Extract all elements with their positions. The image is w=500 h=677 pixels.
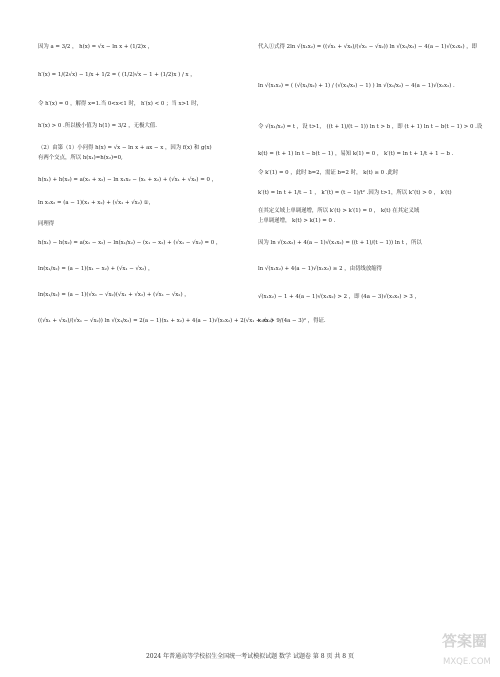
right-line: ln √(x₁x₂) = ( (√(x₁/x₂) + 1) / (√(x₁/x₂) − 1) ) ln √(x₁/x₂) − 4(a − 1)√(x₁x₂) . [258,83,455,89]
left-line: （2）由第（1）小问得 h(x) = √x − ln x + ax − x ，因为 f(x) 和 g(x) [38,145,212,151]
right-line: 在其定义域上单调递增，所以 k′(t) > k′(1) = 0 ， k(t) 在其定义域 [258,208,420,214]
left-line: h(x₁) − h(x₂) = a(x₁ − x₂) − ln(x₁/x₂) − (x₁ − x₂) + (√x₁ − √x₂) = 0 ， [38,240,222,246]
right-line: ln √(x₁x₂) + 4(a − 1)√(x₁x₂) ≥ 2 ，由切线放缩得 [258,266,382,272]
watermark-title: 答案圈 [442,632,488,650]
right-line: 因为 ln √(x₁x₂) + 4(a − 1)√(x₁x₂) = ((t + 1)/(t − 1)) ln t ，所以 [258,240,422,246]
left-line: h(x₁) + h(x₂) = a(x₁ + x₂) − ln x₁x₂ − (x₁ + x₂) + (√x₁ + √x₂) = 0 ， [38,177,218,183]
right-line: k(t) = (t + 1) ln t − b(t − 1) ，易知 k(1) = 0 ， k′(t) = ln t + 1/t + 1 − b . [258,151,454,157]
left-line: ln(x₁/x₂) = (a − 1)(√x₁ − √x₂)(√x₁ + √x₂) + (√x₁ − √x₂) ， [38,292,190,298]
right-line: √(x₁x₂) − 1 + 4(a − 1)√(x₁x₂) > 2 ，即 (4a − 3)√(x₁x₂) > 3 ， [258,294,420,300]
right-line: k′(t) = ln t + 1/t − 1 ， k″(t) = (t − 1)/t² .因为 t>1，所以 k″(t) > 0 ， k′(t) [258,190,452,196]
right-line: 上单调递增， k(t) > k(1) = 0 . [258,218,336,224]
left-line: ln x₁x₂ = (a − 1)(x₁ + x₂) + (√x₁ + √x₂) ①， [38,200,154,206]
page-footer: 2024 年普通高等学校招生全国统一考试模拟试题 数学 试题卷 第 8 页 共 8 页 [145,653,355,660]
right-line: 令 √(x₁/x₂) = t ，设 t>1， ((t + 1)/(t − 1)) ln t > b ，即 (t + 1) ln t − b(t − 1) > 0 .设 [258,124,483,130]
right-column [258,0,483,677]
left-line: h′(x) > 0 .所以极小值为 h(1) = 3/2 ，无极大值. [38,123,157,129]
left-line: 令 h′(x) = 0 ，解得 x=1.当 0<x<1 时， h′(x) < 0 ；当 x>1 时， [38,101,202,107]
left-line: 因为 a = 3/2 ， h(x) = √x − ln x + (1/2)x ， [38,44,154,50]
right-line: 令 k′(1) = 0 ，此时 b=2，需证 b=2 时， k(t) ≥ 0 .此时 [258,170,399,176]
left-line: 同理得 [38,221,55,227]
left-line: h′(x) = 1/(2√x) − 1/x + 1/2 = ( (1/2)√x − 1 + (1/2)x ) / x ， [38,72,196,78]
left-line: ((√x₁ + √x₂)/(√x₁ − √x₂)) ln √(x₁/x₂) = 2(a − 1)(x₁ + x₂) + 4(a − 1)√(x₁x₂) + 2(√x₁ + √x₂) [38,318,274,324]
left-line: 有两个交点，所以 h(x₁)=h(x₂)=0, [38,155,123,161]
right-line: 代入①式得 2ln √(x₁x₂) = ((√x₁ + √x₂)/(√x₁ − √x₂)) ln √(x₁/x₂) − 4(a − 1)√(x₁x₂) ，即 [258,44,478,50]
watermark-url: MXQE.COM [443,657,491,667]
left-column [38,0,274,677]
watermark-logo [438,624,496,672]
right-line: x₁x₂ > 9/(4a − 3)² ，得证. [258,318,326,324]
left-line: ln(x₁/x₂) = (a − 1)(x₁ − x₂) + (√x₁ − √x₂) ， [38,266,154,272]
